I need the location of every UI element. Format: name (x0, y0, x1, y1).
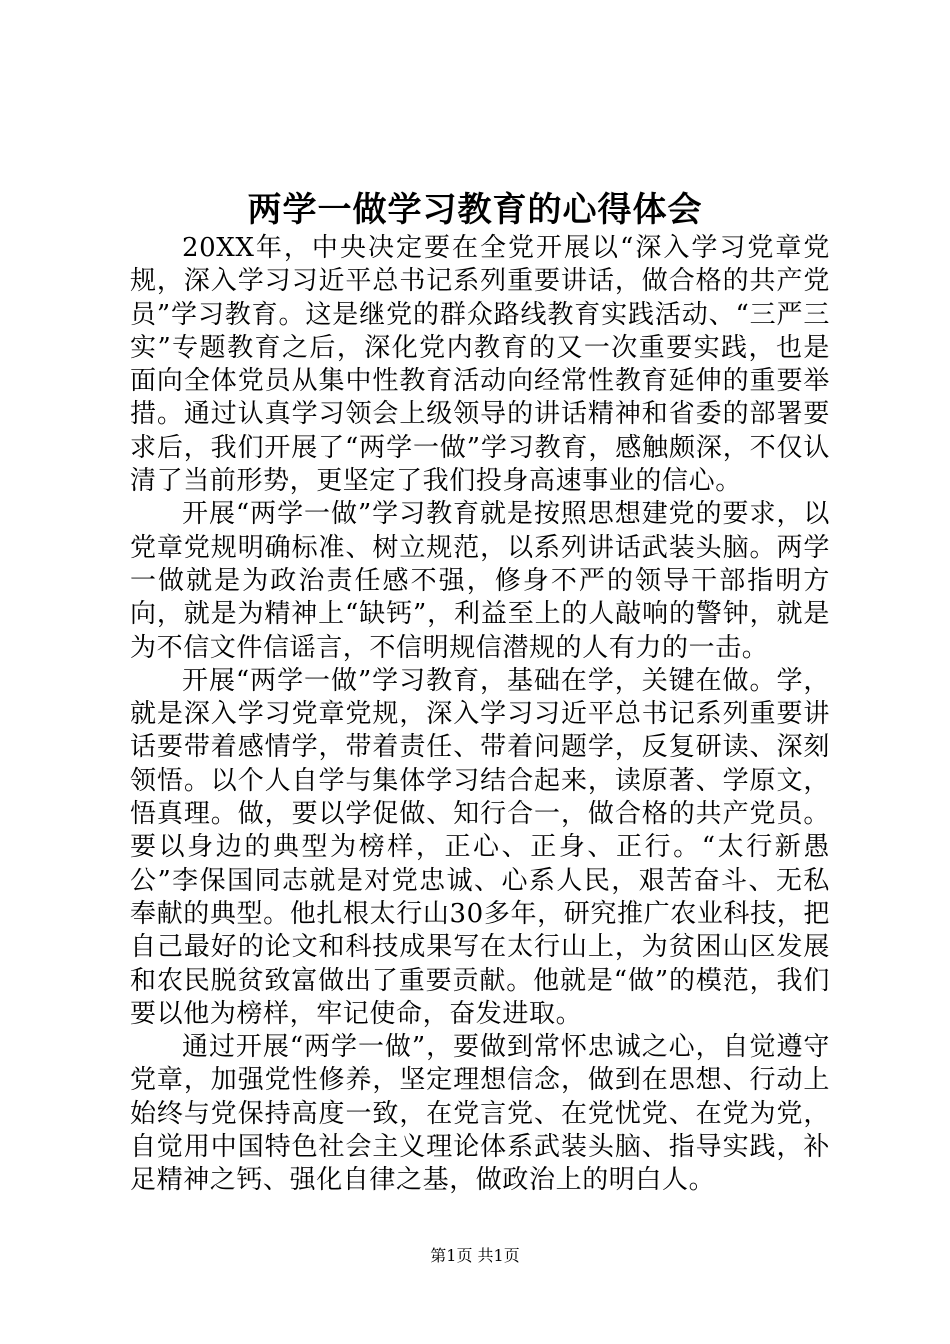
page-number-footer: 第1页 共1页 (430, 1246, 520, 1265)
paragraph-3: 开展“两学一做”学习教育，基础在学，关键在做。学，就是深入学习党章党规，深入学习习近平总书记系列重要讲话要带着感情学，带着责任、带着问题学，反复研读、深刻领悟。以个人自学与集体学习结合起来，读原著、学原文，悟真理。做，要以学促做、知行合一，做合格的共产党员。要以身边的典型为榜样，正心、正身、正行。“太行新愚公”李保国同志就是对党忠诚、心系人民，艰苦奋斗、无私奉献的典型。他扎根太行山30多年，研究推广农业科技，把自己最好的论文和科技成果写在太行山上，为贫困山区发展和农民脱贫致富做出了重要贡献。他就是“做”的模范，我们要以他为榜样，牢记使命，奋发进取。 (130, 665, 830, 1029)
paragraph-2: 开展“两学一做”学习教育就是按照思想建党的要求，以党章党规明确标准、树立规范，以系列讲话武装头脑。两学一做就是为政治责任感不强，修身不严的领导干部指明方向，就是为精神上“缺钙”，利益至上的人敲响的警钟，就是为不信文件信谣言，不信明规信潜规的人有力的一击。 (130, 499, 830, 663)
document-body (130, 232, 830, 1198)
paragraph-1: 20XX年，中央决定要在全党开展以“深入学习党章党规，深入学习习近平总书记系列重要讲话，做合格的共产党员”学习教育。这是继党的群众路线教育实践活动、“三严三实”专题教育之后，深化党内教育的又一次重要实践，也是面向全体党员从集中性教育活动向经常性教育延伸的重要举措。通过认真学习领会上级领导的讲话精神和省委的部署要求后，我们开展了“两学一做”学习教育，感触颇深，不仅认清了当前形势，更坚定了我们投身高速事业的信心。 (130, 233, 830, 497)
document-title: 两学一做学习教育的心得体会 (247, 190, 703, 230)
paragraph-4: 通过开展“两学一做”，要做到常怀忠诚之心，自觉遵守党章，加强党性修养，坚定理想信念，做到在思想、行动上始终与党保持高度一致，在党言党、在党忧党、在党为党，自觉用中国特色社会主义理论体系武装头脑、指导实践，补足精神之钙、强化自律之基，做政治上的明白人。 (130, 1032, 830, 1196)
